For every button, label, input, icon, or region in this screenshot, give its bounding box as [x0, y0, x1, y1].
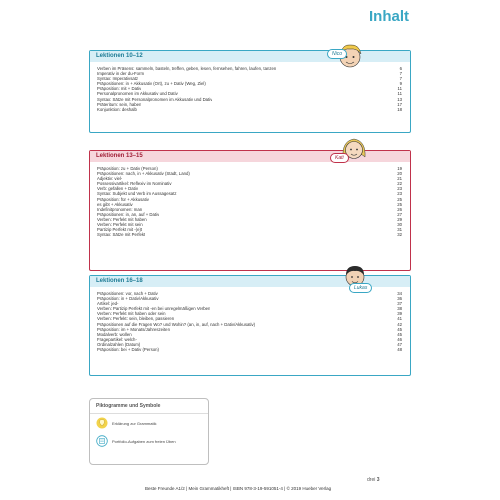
toc-entry-title: Präteritum: sein, haben: [97, 101, 142, 107]
toc-entry-title: Präpositionen: in + Akkusativ (Ort), zu + Dativ (Weg, Ziel): [97, 81, 206, 87]
toc-list: [90, 162, 410, 270]
section-lektionen-13-15: [89, 150, 411, 271]
pictograms-heading: Piktogramme und Symbole: [90, 399, 208, 414]
toc-entry-title: Possessivartikel: Reflexiv im Nominativ: [97, 181, 172, 187]
toc-entry-page: 20: [397, 171, 402, 177]
toc-entry-page: 39: [397, 311, 402, 317]
toc-entry-page: 48: [397, 347, 402, 353]
toc-entry-title: Imperativ in der du-Form: [97, 71, 145, 77]
toc-entry-title: Syntax: Sätze mit Personalpronomen im Akkusativ und Dativ: [97, 96, 213, 102]
toc-entry-title: Fragepartikel: welch-: [97, 336, 137, 342]
toc-entry-page: 23: [397, 186, 402, 192]
pictogram-grammar: [90, 414, 208, 432]
toc-entry-page: 11: [397, 86, 402, 92]
toc-entry-page: 17: [397, 101, 402, 107]
toc-entry-title: Präpositionen: in, an, auf + Dativ: [97, 211, 160, 217]
toc-entry-page: 9: [399, 81, 402, 87]
section-heading: Lektionen 16–18: [90, 276, 410, 287]
pictogram-portfolio: [90, 432, 208, 450]
toc-entry-title: Indefinitpronomen: man: [97, 206, 143, 212]
toc-entry-page: 25: [397, 196, 402, 202]
toc-list: [90, 62, 410, 132]
toc-entry-title: Präpositionen: nach, in + Akkusativ (Stadt, Land): [97, 171, 190, 177]
toc-entry-title: Partizip Perfekt mit -(e)t: [97, 227, 143, 233]
toc-entry-title: Präpositionen auf die Fragen Wo? und Wohin? (an, in, auf, nach + Dativ/Akkusativ): [97, 321, 256, 327]
toc-entry-title: Adjektiv: viel-: [97, 176, 123, 182]
pictogram-label: Portfolio-Aufgaben zum freien Üben: [112, 438, 176, 444]
toc-entry-title: Verben: Perfekt: sein, bleiben, passieren: [97, 316, 175, 322]
toc-row: [97, 232, 402, 237]
toc-entry-page: 19: [397, 166, 402, 171]
toc-entry-page: 45: [397, 331, 402, 337]
toc-entry-page: 42: [397, 321, 402, 327]
toc-entry-page: 41: [397, 316, 402, 322]
toc-entry-page: 34: [397, 291, 402, 296]
toc-entry-title: Syntax: Imperativsatz: [97, 76, 139, 82]
toc-entry-page: 37: [397, 301, 402, 307]
toc-entry-title: Verben: Perfekt mit haben oder sein: [97, 311, 166, 317]
toc-entry-title: Präposition: zu + Dativ (Person): [97, 166, 158, 171]
toc-entry-page: 32: [397, 232, 402, 238]
toc-entry-title: Verben: Perfekt mit sein: [97, 222, 143, 228]
toc-entry-title: Präposition: mit + Dativ: [97, 86, 142, 92]
portfolio-icon: [96, 435, 108, 447]
character-name: Nico: [327, 49, 347, 59]
section-heading: Lektionen 13–15: [90, 151, 410, 162]
toc-entry-title: Artikel: jed-: [97, 301, 119, 307]
toc-entry-page: 7: [399, 71, 402, 77]
toc-entry-page: 47: [397, 341, 402, 347]
toc-entry-page: 27: [397, 211, 402, 217]
toc-entry-title: Präpositionen: vor, nach + Dativ: [97, 291, 158, 296]
toc-entry-title: Verben: Perfekt mit haben: [97, 216, 147, 222]
toc-entry-page: 26: [397, 206, 402, 212]
page-title: Inhalt: [369, 8, 409, 25]
toc-entry-page: 29: [397, 216, 402, 222]
toc-entry-title: Modalverb: wollen: [97, 331, 132, 337]
toc-entry-title: Verb: gefallen + Dativ: [97, 186, 138, 192]
toc-entry-page: 7: [399, 76, 402, 82]
page-number: [367, 477, 380, 483]
toc-entry-title: Konjunktion: deshalb: [97, 106, 137, 112]
toc-entry-page: 22: [397, 181, 402, 187]
footer-text: Beste Freunde A1/2 | Mein Grammatikheft | ISBN 978-3-19-591051-4 | © 2019 Hueber Verlag: [145, 486, 332, 491]
toc-entry-page: 30: [397, 222, 402, 228]
toc-entry-title: Personalpronomen im Akkusativ und Dativ: [97, 91, 178, 97]
toc-entry-page: 13: [397, 96, 402, 102]
toc-entry-title: Präposition: in + Dativ/Akkusativ: [97, 296, 159, 302]
pictograms-box: [89, 398, 209, 465]
toc-entry-title: Ordinalzahlen (Datum): [97, 341, 141, 347]
toc-entry-page: 38: [397, 306, 402, 312]
toc-entry-title: Verben im Präsens: sammeln, basteln, treffen, geben, lesen, fernsehen, fahren, laufen, tanzen: [97, 66, 277, 71]
toc-entry-title: es gibt + Akkusativ: [97, 201, 133, 207]
toc-entry-page: 23: [397, 191, 402, 197]
toc-entry-title: Syntax: Subjekt und Verb im Aussagesatz: [97, 191, 177, 197]
character-name: Kati: [330, 153, 349, 163]
toc-entry-page: 21: [397, 176, 402, 182]
toc-list: [90, 287, 410, 375]
section-heading: Lektionen 10–12: [90, 51, 410, 62]
toc-entry-page: 18: [397, 106, 402, 112]
toc-entry-page: 11: [397, 91, 402, 97]
toc-entry-title: Präposition: im + Monats/Jahreszeiten: [97, 326, 170, 332]
toc-entry-page: 36: [397, 296, 402, 302]
toc-entry-title: Syntax: Sätze mit Perfekt: [97, 232, 146, 238]
toc-entry-page: 45: [397, 326, 402, 332]
page-number-value: 3: [376, 477, 380, 483]
toc-entry-title: Präposition: für + Akkusativ: [97, 196, 149, 202]
toc-entry-title: Verben: Partizip Perfekt mit -en bei unregelmäßigen Verben: [97, 306, 211, 312]
toc-row: [97, 347, 402, 352]
lightbulb-icon: [96, 417, 108, 429]
pictogram-label: Erklärung zur Grammatik: [112, 420, 157, 426]
toc-entry-page: 31: [397, 227, 402, 233]
toc-entry-page: 46: [397, 336, 402, 342]
toc-row: [97, 107, 402, 112]
toc-entry-title: Präposition: bei + Dativ (Person): [97, 347, 159, 353]
page-label: drei: [367, 477, 376, 483]
character-name: Lukas: [349, 283, 372, 293]
toc-entry-page: 6: [399, 66, 402, 71]
toc-entry-page: 25: [397, 201, 402, 207]
